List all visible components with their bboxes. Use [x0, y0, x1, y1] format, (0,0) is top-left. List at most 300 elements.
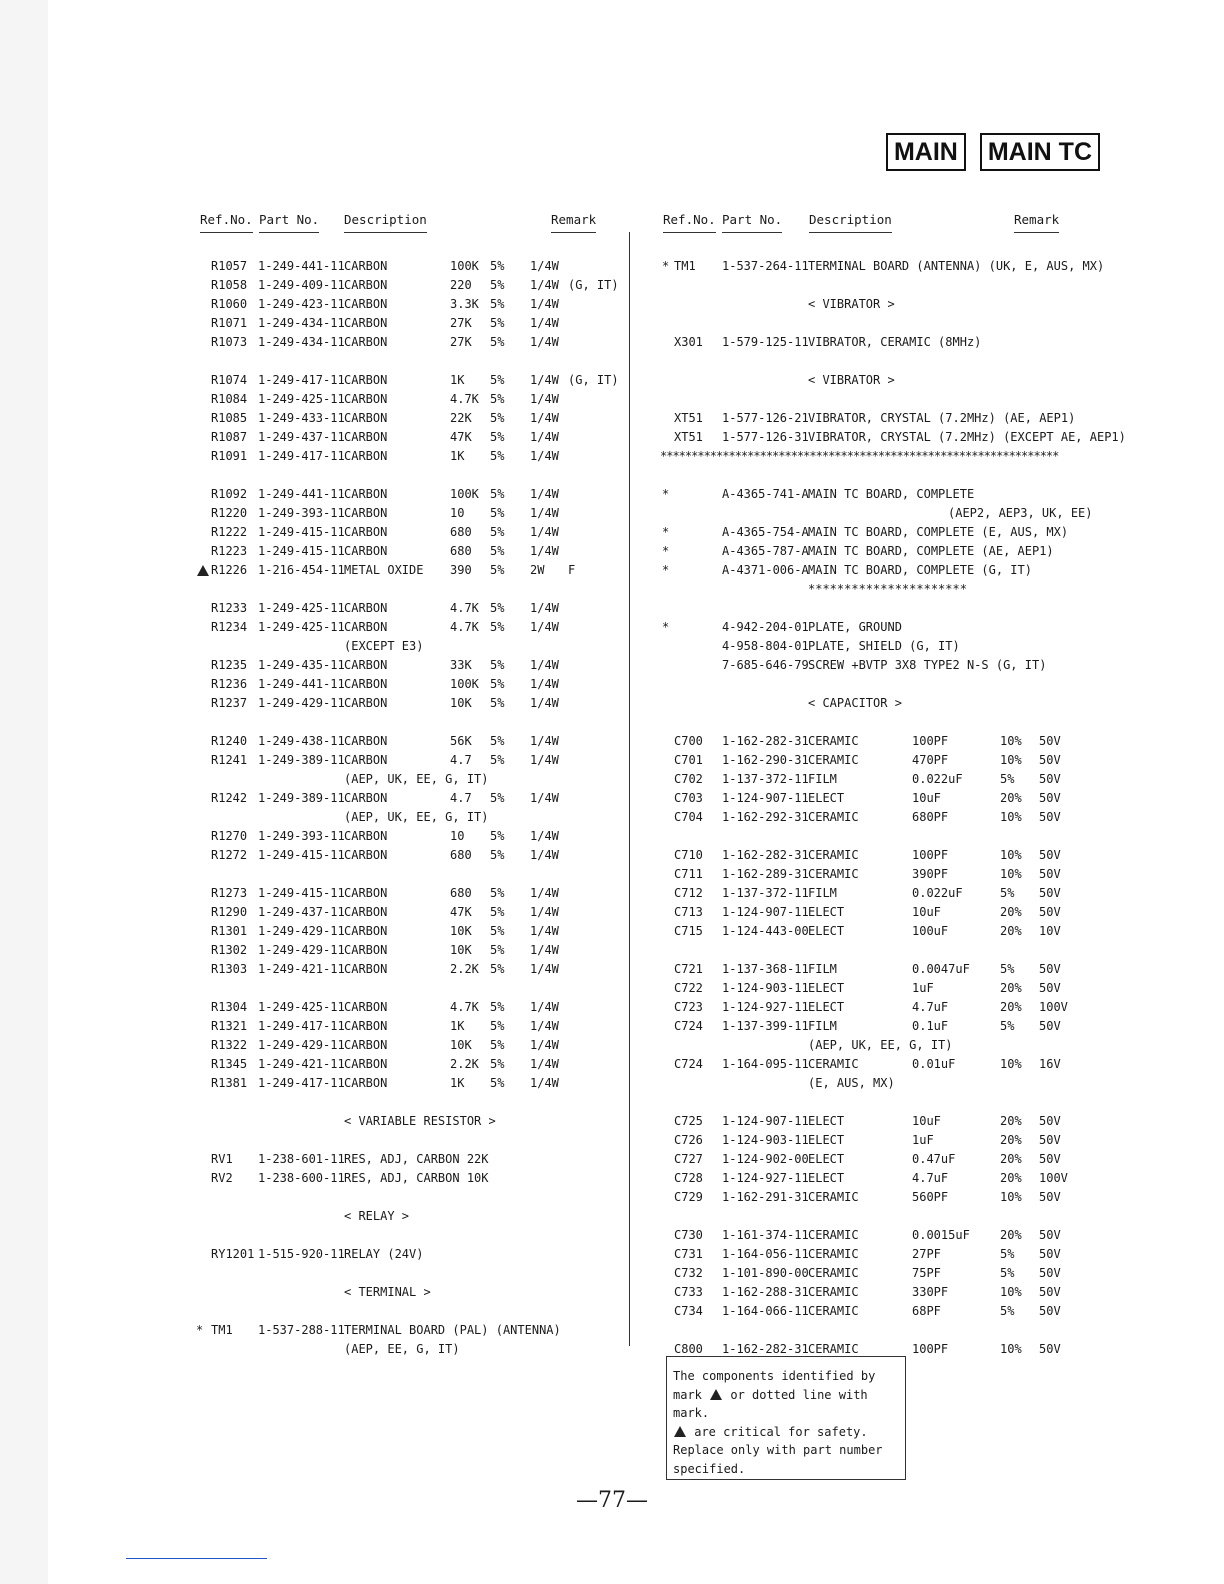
part-tol: 5%: [1000, 1266, 1015, 1280]
part-part: 1-249-429-11: [258, 1038, 345, 1052]
part-ref: C800: [674, 1342, 703, 1356]
part-part: 1-124-927-11: [722, 1000, 809, 1014]
part-part: 1-249-417-11: [258, 373, 345, 387]
part-rating: 2W: [530, 563, 545, 577]
part-ref: R1223: [211, 544, 248, 558]
part-row: [660, 846, 1110, 865]
asterisk-mark: *: [196, 1323, 204, 1337]
part-part: 1-537-288-11: [258, 1323, 345, 1337]
part-tol: 5%: [490, 392, 505, 406]
part-part: 1-137-368-11: [722, 962, 809, 976]
part-rating: 1/4W: [530, 924, 559, 938]
part-desc: FILM: [808, 1019, 837, 1033]
column-divider: [629, 232, 630, 1346]
part-desc: ELECT: [808, 905, 845, 919]
part-row: [660, 979, 1110, 998]
badge-main-tc: MAIN TC: [980, 133, 1100, 171]
part-ref: R1270: [211, 829, 248, 843]
part-part: 1-162-291-31: [722, 1190, 809, 1204]
part-val: 10K: [450, 943, 472, 957]
part-row: [660, 1226, 1110, 1245]
header-ref-no: Ref.No.: [663, 212, 716, 227]
part-row: [660, 903, 1110, 922]
part-tol: 10%: [1000, 1342, 1022, 1356]
part-desc: CARBON: [344, 753, 388, 767]
part-val: 2.2K: [450, 962, 479, 976]
part-row: [196, 922, 616, 941]
part-row: [196, 504, 616, 523]
part-row: [196, 447, 616, 466]
part-part: 1-249-415-11: [258, 544, 345, 558]
part-val: 0.47uF: [912, 1152, 956, 1166]
safety-note-line: [673, 1423, 899, 1442]
part-ref: R1272: [211, 848, 248, 862]
part-row: [660, 409, 1110, 428]
part-desc: CARBON: [344, 278, 388, 292]
part-rating: 1/4W: [530, 829, 559, 843]
part-rating: 1/4W: [530, 1038, 559, 1052]
part-tol: 5%: [490, 544, 505, 558]
part-row: [660, 884, 1110, 903]
part-desc: CARBON: [344, 297, 388, 311]
part-ref: R1060: [211, 297, 248, 311]
part-desc: ELECT: [808, 924, 845, 938]
part-row: [660, 1131, 1110, 1150]
section-heading-row: [196, 1207, 616, 1226]
section-heading: < CAPACITOR >: [808, 696, 902, 710]
part-desc: CARBON: [344, 1019, 388, 1033]
part-row: [196, 1169, 616, 1188]
part-ref: C732: [674, 1266, 703, 1280]
part-row: [196, 656, 616, 675]
part-row: [196, 542, 616, 561]
part-part: 1-162-282-31: [722, 848, 809, 862]
part-part: 1-249-417-11: [258, 1019, 345, 1033]
separator-stars: ****************************************************************: [660, 449, 1059, 463]
part-val: 10uF: [912, 1114, 941, 1128]
part-part: 1-249-415-11: [258, 886, 345, 900]
part-desc: CARBON: [344, 829, 388, 843]
asterisk-mark: *: [662, 259, 670, 273]
part-desc: ELECT: [808, 1114, 845, 1128]
part-row: [196, 428, 616, 447]
part-tol: 5%: [490, 487, 505, 501]
part-part: 1-137-372-11: [722, 772, 809, 786]
part-desc: SCREW +BVTP 3X8 TYPE2 N-S (G, IT): [808, 658, 1047, 672]
part-part: A-4365-754-A: [722, 525, 809, 539]
safety-note-line: The components identified by: [673, 1369, 876, 1383]
part-val: 220: [450, 278, 472, 292]
part-rating: 1/4W: [530, 278, 559, 292]
part-desc: CARBON: [344, 924, 388, 938]
part-val: 680PF: [912, 810, 949, 824]
part-row: [660, 333, 1110, 352]
part-rating: 16V: [1039, 1057, 1061, 1071]
sub-note: (AEP, UK, EE, G, IT): [808, 1038, 953, 1052]
part-part: 1-249-434-11: [258, 316, 345, 330]
part-ref: C725: [674, 1114, 703, 1128]
part-rating: 100V: [1039, 1000, 1068, 1014]
section-heading-row: [196, 1112, 616, 1131]
part-rating: 50V: [1039, 1190, 1061, 1204]
part-ref: R1235: [211, 658, 248, 672]
part-row: [660, 865, 1110, 884]
footer-link-line: [126, 1558, 267, 1559]
part-ref: R1322: [211, 1038, 248, 1052]
part-row: [196, 675, 616, 694]
board-badges: [886, 133, 1100, 171]
part-part: 1-124-907-11: [722, 791, 809, 805]
part-row: [196, 257, 616, 276]
part-tol: 20%: [1000, 1000, 1022, 1014]
safety-note-text: are critical for safety.: [694, 1424, 868, 1439]
part-ref: RY1201: [211, 1247, 255, 1261]
part-part: 1-249-435-11: [258, 658, 345, 672]
part-val: 22K: [450, 411, 472, 425]
section-heading-row: [660, 694, 1110, 713]
part-row: [660, 998, 1110, 1017]
part-ref: R1085: [211, 411, 248, 425]
page-number: —77—: [576, 1488, 648, 1513]
part-part: 1-249-441-11: [258, 487, 345, 501]
part-part: 1-162-282-31: [722, 1342, 809, 1356]
part-ref: C710: [674, 848, 703, 862]
part-row: [196, 314, 616, 333]
part-desc: CERAMIC: [808, 867, 859, 881]
separator-stars-row: [660, 447, 1110, 466]
part-part: 1-249-393-11: [258, 829, 345, 843]
part-val: 4.7K: [450, 1000, 479, 1014]
part-ref: RV2: [211, 1171, 233, 1185]
part-val: 10K: [450, 1038, 472, 1052]
part-desc: CARBON: [344, 392, 388, 406]
spacer: [196, 352, 616, 371]
part-ref: R1290: [211, 905, 248, 919]
part-row: [196, 561, 616, 580]
part-ref: R1381: [211, 1076, 248, 1090]
part-part: 1-124-903-11: [722, 981, 809, 995]
asterisk-mark: *: [662, 544, 670, 558]
section-heading: < VIBRATOR >: [808, 297, 895, 311]
part-row: [196, 295, 616, 314]
part-val: 100K: [450, 677, 479, 691]
part-desc: CARBON: [344, 487, 388, 501]
part-val: 4.7K: [450, 392, 479, 406]
part-part: 1-162-282-31: [722, 734, 809, 748]
part-row: [196, 1150, 616, 1169]
part-rating: 50V: [1039, 810, 1061, 824]
part-rating: 50V: [1039, 1152, 1061, 1166]
part-val: 0.022uF: [912, 886, 963, 900]
part-val: 100PF: [912, 734, 949, 748]
part-row: [660, 1112, 1110, 1131]
part-tol: 5%: [1000, 772, 1015, 786]
section-heading: < RELAY >: [344, 1209, 410, 1223]
part-tol: 5%: [490, 430, 505, 444]
part-ref: R1057: [211, 259, 248, 273]
part-rating: 1/4W: [530, 411, 559, 425]
part-val: 10K: [450, 924, 472, 938]
part-ref: R1073: [211, 335, 248, 349]
part-ref: C721: [674, 962, 703, 976]
part-ref: C715: [674, 924, 703, 938]
part-tol: 5%: [490, 411, 505, 425]
part-ref: R1087: [211, 430, 248, 444]
part-desc: ELECT: [808, 1000, 845, 1014]
part-tol: 5%: [490, 791, 505, 805]
part-part: 1-249-429-11: [258, 696, 345, 710]
part-ref: R1303: [211, 962, 248, 976]
part-val: 1K: [450, 373, 465, 387]
page-margin-shade: [0, 0, 48, 1584]
part-rating: 10V: [1039, 924, 1061, 938]
part-row: [196, 523, 616, 542]
part-ref: R1071: [211, 316, 248, 330]
right-parts-column: [660, 208, 1126, 1359]
part-rating: 1/4W: [530, 487, 559, 501]
part-row: [660, 808, 1110, 827]
part-desc: CARBON: [344, 962, 388, 976]
part-row: [660, 1017, 1110, 1036]
part-desc: RES, ADJ, CARBON 10K: [344, 1171, 489, 1185]
section-heading: < VARIABLE RESISTOR >: [344, 1114, 496, 1128]
spacer: [196, 1264, 616, 1283]
part-row: [660, 789, 1110, 808]
part-rating: 1/4W: [530, 316, 559, 330]
part-ref: R1234: [211, 620, 248, 634]
part-row: [660, 257, 1110, 276]
part-desc: CARBON: [344, 677, 388, 691]
part-val: 10: [450, 829, 465, 843]
part-val: 680: [450, 544, 472, 558]
part-part: 1-124-907-11: [722, 1114, 809, 1128]
part-row: [660, 523, 1110, 542]
part-part: A-4365-741-A: [722, 487, 809, 501]
part-val: 33K: [450, 658, 472, 672]
safety-note-line: [673, 1386, 899, 1423]
header-description: Description: [344, 212, 427, 227]
part-ref: R1301: [211, 924, 248, 938]
part-row: [196, 1245, 616, 1264]
part-part: 1-249-425-11: [258, 1000, 345, 1014]
part-part: 1-249-429-11: [258, 943, 345, 957]
asterisk-mark: *: [662, 563, 670, 577]
part-val: 390PF: [912, 867, 949, 881]
part-row: [660, 960, 1110, 979]
part-ref: C724: [674, 1057, 703, 1071]
part-desc: RES, ADJ, CARBON 22K: [344, 1152, 489, 1166]
part-row: [660, 618, 1110, 637]
part-part: 1-249-433-11: [258, 411, 345, 425]
sub-note-row: [660, 580, 1110, 599]
part-ref: C726: [674, 1133, 703, 1147]
part-desc: CARBON: [344, 506, 388, 520]
part-part: 1-249-415-11: [258, 525, 345, 539]
part-row: [196, 1321, 616, 1340]
part-ref: R1273: [211, 886, 248, 900]
part-tol: 20%: [1000, 1152, 1022, 1166]
part-row: [660, 542, 1110, 561]
part-desc: CARBON: [344, 734, 388, 748]
part-ref: R1092: [211, 487, 248, 501]
part-desc: CARBON: [344, 886, 388, 900]
part-ref: R1304: [211, 1000, 248, 1014]
part-tol: 5%: [490, 525, 505, 539]
part-ref: C722: [674, 981, 703, 995]
part-row: [660, 751, 1110, 770]
part-ref: C734: [674, 1304, 703, 1318]
part-desc: CARBON: [344, 848, 388, 862]
part-tol: 5%: [490, 962, 505, 976]
part-rating: 1/4W: [530, 905, 559, 919]
part-val: 27PF: [912, 1247, 941, 1261]
part-row: [196, 618, 616, 637]
part-tol: 5%: [490, 734, 505, 748]
part-ref: R1058: [211, 278, 248, 292]
part-desc: CARBON: [344, 1038, 388, 1052]
part-tol: 5%: [490, 259, 505, 273]
part-part: 1-249-415-11: [258, 848, 345, 862]
part-tol: 10%: [1000, 753, 1022, 767]
part-tol: 5%: [1000, 1247, 1015, 1261]
part-part: 1-579-125-11: [722, 335, 809, 349]
part-row: [196, 732, 616, 751]
part-rating: 1/4W: [530, 962, 559, 976]
part-part: 1-249-425-11: [258, 601, 345, 615]
part-tol: 5%: [490, 297, 505, 311]
part-rating: 1/4W: [530, 886, 559, 900]
part-rating: 1/4W: [530, 677, 559, 691]
part-tol: 10%: [1000, 734, 1022, 748]
part-row: [196, 903, 616, 922]
part-part: 1-124-907-11: [722, 905, 809, 919]
spacer: [196, 1131, 616, 1150]
part-tol: 20%: [1000, 1133, 1022, 1147]
part-part: 1-162-288-31: [722, 1285, 809, 1299]
part-row: [660, 732, 1110, 751]
part-desc: FILM: [808, 886, 837, 900]
part-desc: CARBON: [344, 525, 388, 539]
part-tol: 5%: [490, 373, 505, 387]
part-part: 1-249-434-11: [258, 335, 345, 349]
part-ref: R1226: [211, 563, 248, 577]
spacer: [196, 1188, 616, 1207]
part-tol: 5%: [1000, 886, 1015, 900]
part-rating: 50V: [1039, 1266, 1061, 1280]
part-tol: 5%: [490, 278, 505, 292]
part-desc: ELECT: [808, 1152, 845, 1166]
part-desc: CARBON: [344, 601, 388, 615]
part-part: 1-249-389-11: [258, 791, 345, 805]
part-val: 10uF: [912, 791, 941, 805]
part-rating: 50V: [1039, 1228, 1061, 1242]
part-tol: 10%: [1000, 867, 1022, 881]
asterisk-mark: *: [662, 487, 670, 501]
badge-main: MAIN: [886, 133, 966, 171]
sub-note-row: [660, 1036, 1110, 1055]
part-row: [196, 409, 616, 428]
part-part: 1-216-454-11: [258, 563, 345, 577]
part-row: [196, 751, 616, 770]
part-part: 1-137-399-11: [722, 1019, 809, 1033]
part-part: 1-249-421-11: [258, 962, 345, 976]
part-desc: CERAMIC: [808, 734, 859, 748]
part-part: 4-942-204-01: [722, 620, 809, 634]
part-val: 1K: [450, 449, 465, 463]
part-desc: CARBON: [344, 335, 388, 349]
part-rating: 100V: [1039, 1171, 1068, 1185]
safety-note-text: or dotted line with mark.: [673, 1387, 868, 1420]
part-ref: C723: [674, 1000, 703, 1014]
part-val: 470PF: [912, 753, 949, 767]
part-rating: 50V: [1039, 1342, 1061, 1356]
part-ref: C727: [674, 1152, 703, 1166]
part-ref: R1233: [211, 601, 248, 615]
left-parts-column: [196, 208, 619, 1359]
left-column-header: [196, 208, 616, 238]
part-desc: RELAY (24V): [344, 1247, 424, 1261]
part-tol: 5%: [490, 620, 505, 634]
spacer: [660, 1321, 1110, 1340]
part-tol: 5%: [490, 905, 505, 919]
spacer: [660, 827, 1110, 846]
part-val: 1K: [450, 1076, 465, 1090]
part-val: 75PF: [912, 1266, 941, 1280]
part-row: [196, 276, 619, 295]
part-row: [196, 789, 616, 808]
part-row: [196, 1036, 616, 1055]
part-tol: 10%: [1000, 1190, 1022, 1204]
part-ref: X301: [674, 335, 703, 349]
part-desc: CARBON: [344, 430, 388, 444]
part-tol: 5%: [490, 924, 505, 938]
part-val: 1uF: [912, 1133, 934, 1147]
part-row: [196, 1055, 616, 1074]
safety-note-text: mark: [673, 1387, 702, 1402]
part-val: 3.3K: [450, 297, 479, 311]
part-tol: 5%: [490, 677, 505, 691]
spacer: [196, 580, 616, 599]
part-tol: 5%: [490, 696, 505, 710]
part-desc: CERAMIC: [808, 848, 859, 862]
part-desc: MAIN TC BOARD, COMPLETE (E, AUS, MX): [808, 525, 1069, 539]
part-part: 1-249-409-11: [258, 278, 345, 292]
part-rating: 1/4W: [530, 753, 559, 767]
sub-note: (AEP, EE, G, IT): [344, 1342, 460, 1356]
part-part: 1-249-417-11: [258, 449, 345, 463]
part-desc: CERAMIC: [808, 1228, 859, 1242]
part-val: 0.0047uF: [912, 962, 970, 976]
part-part: 1-249-389-11: [258, 753, 345, 767]
part-desc: CARBON: [344, 1000, 388, 1014]
safety-note-line: specified.: [673, 1461, 746, 1476]
part-val: 68PF: [912, 1304, 941, 1318]
part-ref: R1091: [211, 449, 248, 463]
part-part: 4-958-804-01: [722, 639, 809, 653]
part-tol: 5%: [490, 335, 505, 349]
part-val: 100PF: [912, 1342, 949, 1356]
right-column-header: [660, 208, 1110, 238]
part-row: [660, 1264, 1110, 1283]
part-rating: 50V: [1039, 886, 1061, 900]
part-rating: 1/4W: [530, 430, 559, 444]
part-val: 680: [450, 848, 472, 862]
part-tol: 20%: [1000, 791, 1022, 805]
part-tol: 10%: [1000, 1285, 1022, 1299]
part-ref: C703: [674, 791, 703, 805]
part-rating: 1/4W: [530, 259, 559, 273]
part-rating: 1/4W: [530, 848, 559, 862]
